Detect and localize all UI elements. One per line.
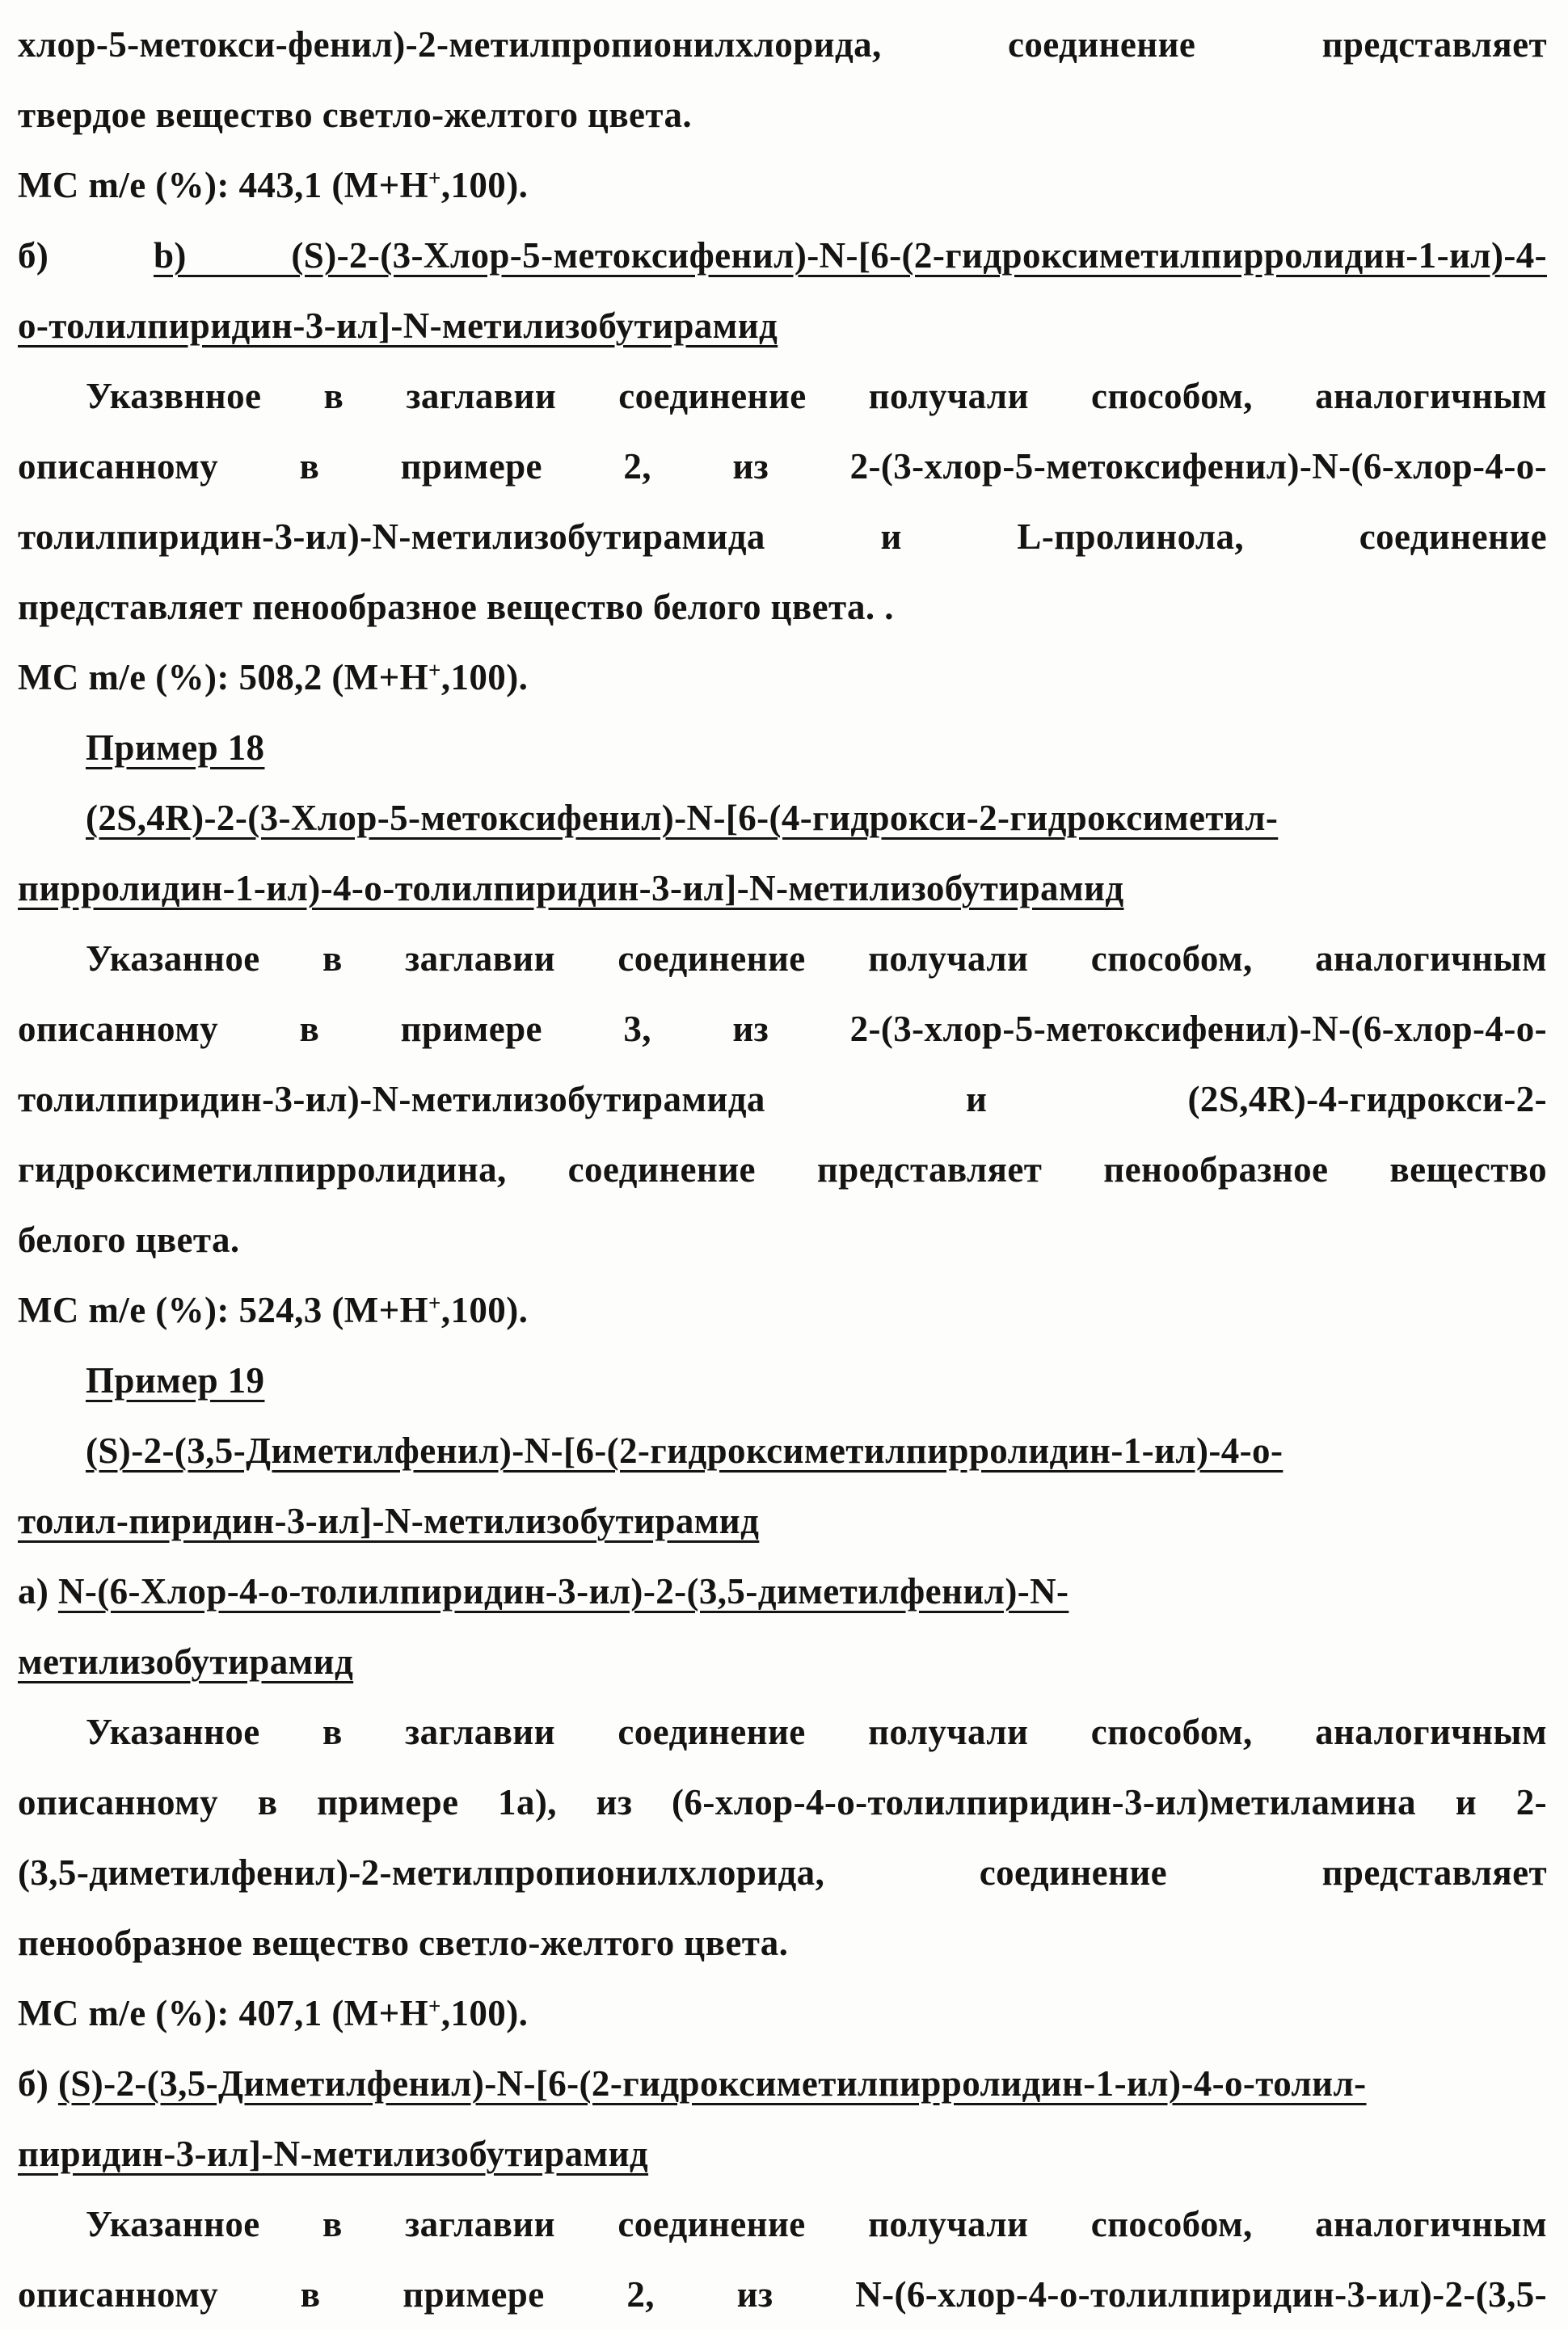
superscript-plus: + bbox=[428, 166, 441, 191]
text-segment: МС m/e (%): 524,3 (М+Н bbox=[18, 1290, 429, 1330]
text-segment: МС m/e (%): 407,1 (М+Н bbox=[18, 1993, 429, 2033]
text-segment: ,100). bbox=[440, 165, 529, 205]
text-segment: б) bbox=[18, 235, 154, 276]
text-segment: МС m/e (%): 508,2 (М+Н bbox=[18, 657, 429, 697]
text-segment: описанному в примере 2, из 2-(3-хлор-5-метоксифенил)-N-(6-хлор-4-о- bbox=[18, 446, 1547, 487]
text-line bbox=[18, 150, 1547, 221]
underlined-text-segment: о-толилпиридин-3-ил]-N-метилизобутирамид bbox=[18, 305, 778, 346]
underlined-text-segment: пиридин-3-ил]-N-метилизобутирамид bbox=[18, 2134, 649, 2174]
text-line bbox=[18, 221, 1547, 291]
text-segment: толилпиридин-3-ил)-N-метилизобутирамида и L-пролинола, соединение bbox=[18, 516, 1547, 557]
text-segment: описанному в примере 3, из 2-(3-хлор-5-метоксифенил)-N-(6-хлор-4-о- bbox=[18, 1009, 1547, 1049]
text-segment: пенообразное вещество светло-желтого цвета. bbox=[18, 1923, 789, 1963]
text-line bbox=[18, 1557, 1547, 1627]
text-line bbox=[18, 1205, 1547, 1275]
text-line bbox=[18, 2189, 1547, 2260]
superscript-plus: + bbox=[428, 658, 441, 683]
text-line bbox=[18, 432, 1547, 502]
text-segment: а) bbox=[18, 1571, 58, 1612]
text-segment: хлор-5-метокси-фенил)-2-метилпропионилхлорида, соединение представляет bbox=[18, 24, 1547, 65]
underlined-text-segment: N-(6-Хлор-4-о-толилпиридин-3-ил)-2-(3,5-диметилфенил)-N- bbox=[57, 1571, 1069, 1612]
text-line bbox=[18, 361, 1547, 432]
underlined-text-segment: толил-пиридин-3-ил]-N-метилизобутирамид bbox=[18, 1501, 760, 1541]
text-segment: ,100). bbox=[440, 1993, 529, 2033]
document-body bbox=[18, 10, 1547, 2330]
text-segment: ,100). bbox=[440, 657, 529, 697]
text-segment: описанному в примере 2, из N-(6-хлор-4-о-толилпиридин-3-ил)-2-(3,5- bbox=[18, 2274, 1547, 2315]
text-segment: б) bbox=[18, 2063, 58, 2104]
text-line bbox=[18, 713, 1547, 783]
text-line bbox=[18, 502, 1547, 572]
text-line bbox=[18, 1768, 1547, 1838]
underlined-text-segment: (2S,4R)-2-(3-Хлор-5-метоксифенил)-N-[6-(4-гидрокси-2-гидроксиметил- bbox=[86, 798, 1279, 838]
text-segment: представляет пенообразное вещество белого цвета. . bbox=[18, 587, 894, 627]
text-line bbox=[18, 783, 1547, 853]
text-line bbox=[18, 1064, 1547, 1135]
text-segment: твердое вещество светло-желтого цвета. bbox=[18, 95, 693, 135]
text-line bbox=[18, 994, 1547, 1064]
text-line bbox=[18, 1838, 1547, 1908]
underlined-text-segment: Пример 18 bbox=[86, 727, 265, 768]
text-line bbox=[18, 1135, 1547, 1205]
superscript-plus: + bbox=[428, 1994, 441, 2019]
text-line bbox=[18, 1908, 1547, 1978]
text-segment: гидроксиметилпирролидина, соединение представляет пенообразное вещество bbox=[18, 1149, 1547, 1190]
text-segment: Указанное в заглавии соединение получали способом, аналогичным bbox=[86, 2204, 1547, 2244]
text-line bbox=[18, 1486, 1547, 1557]
text-segment: Указанное в заглавии соединение получали способом, аналогичным bbox=[86, 938, 1547, 979]
underlined-text-segment: пирролидин-1-ил)-4-о-толилпиридин-3-ил]-N-метилизобутирамид bbox=[18, 868, 1124, 908]
text-line bbox=[18, 643, 1547, 713]
text-line bbox=[18, 2049, 1547, 2119]
underlined-text-segment: (S)-2-(3,5-Диметилфенил)-N-[6-(2-гидроксиметилпирролидин-1-ил)-4-о- bbox=[86, 1430, 1283, 1471]
text-line bbox=[18, 10, 1547, 80]
text-segment: белого цвета. bbox=[18, 1220, 240, 1260]
text-segment: Указанное в заглавии соединение получали способом, аналогичным bbox=[86, 1712, 1547, 1752]
text-segment: Указвнное в заглавии соединение получали способом, аналогичным bbox=[86, 376, 1547, 416]
text-line bbox=[18, 853, 1547, 924]
underlined-text-segment: (S)-2-(3,5-Диметилфенил)-N-[6-(2-гидроксиметилпирролидин-1-ил)-4-о-толил- bbox=[57, 2063, 1367, 2104]
text-line bbox=[18, 572, 1547, 643]
text-line bbox=[18, 2119, 1547, 2189]
text-line bbox=[18, 1346, 1547, 1416]
text-line bbox=[18, 291, 1547, 361]
underlined-text-segment: метилизобутирамид bbox=[18, 1641, 354, 1682]
text-line bbox=[18, 1697, 1547, 1768]
text-line bbox=[18, 1416, 1547, 1486]
text-line bbox=[18, 1627, 1547, 1697]
text-segment: (3,5-диметилфенил)-2-метилпропионилхлорида, соединение представляет bbox=[18, 1852, 1547, 1893]
text-segment: ,100). bbox=[440, 1290, 529, 1330]
text-line bbox=[18, 1978, 1547, 2049]
text-line bbox=[18, 80, 1547, 150]
underlined-text-segment: Пример 19 bbox=[86, 1360, 265, 1401]
text-segment: описанному в примере 1а), из (6-хлор-4-о-толилпиридин-3-ил)метиламина и 2- bbox=[18, 1782, 1547, 1822]
text-segment: МС m/e (%): 443,1 (М+Н bbox=[18, 165, 429, 205]
text-line bbox=[18, 924, 1547, 994]
text-line bbox=[18, 2260, 1547, 2330]
superscript-plus: + bbox=[428, 1291, 441, 1316]
text-segment: толилпиридин-3-ил)-N-метилизобутирамида и (2S,4R)-4-гидрокси-2- bbox=[18, 1079, 1547, 1119]
underlined-text-segment: b) (S)-2-(3-Хлор-5-метоксифенил)-N-[6-(2-гидроксиметилпирролидин-1-ил)-4- bbox=[153, 235, 1547, 276]
text-line bbox=[18, 1275, 1547, 1346]
